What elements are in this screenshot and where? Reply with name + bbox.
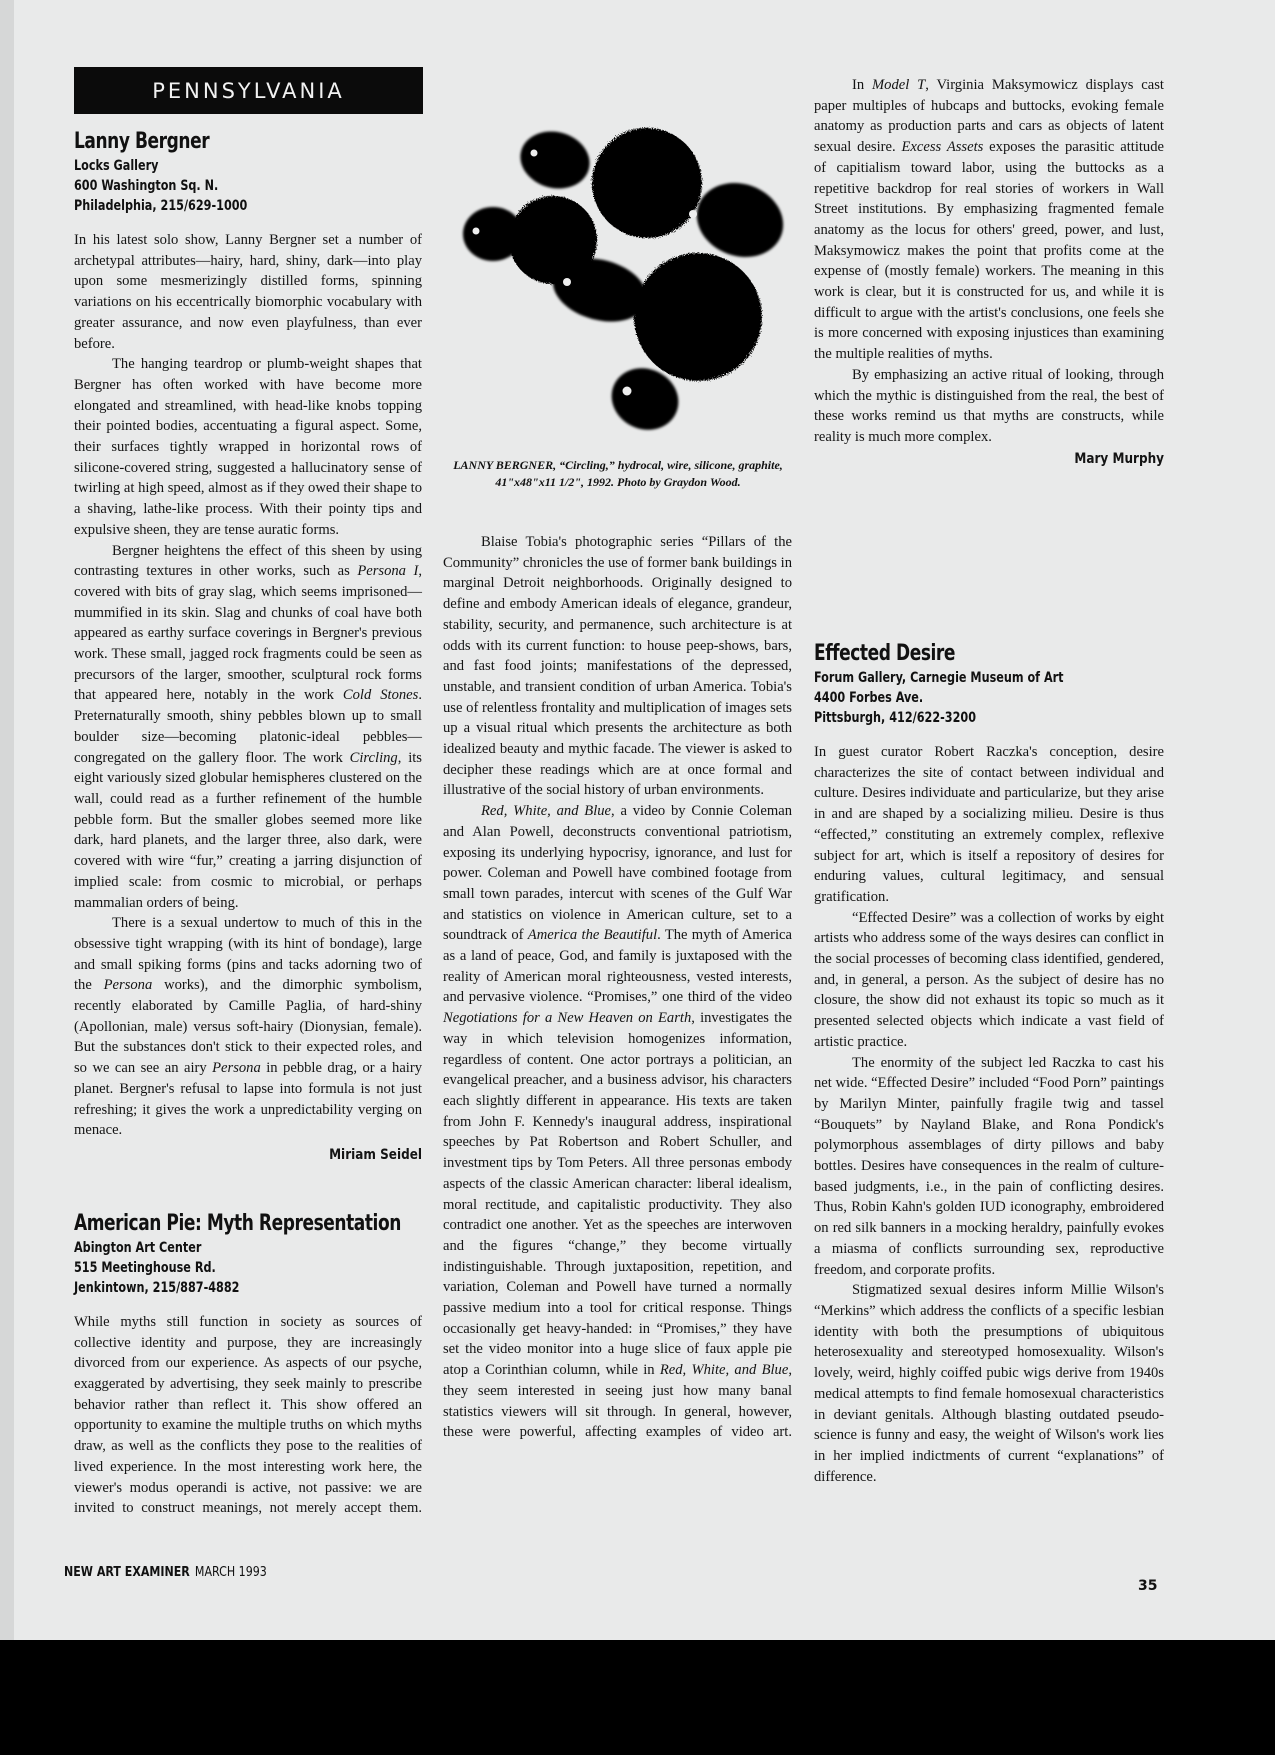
work-title: Red, White, and Blue — [659, 1362, 789, 1379]
highlight — [689, 210, 697, 218]
paragraph: By emphasizing an active ritual of looking, through which the mythic is distinguished from the real, the best of these works remind us that myths are constructs, while reality is much more complex. — [814, 366, 1164, 445]
paragraph: There is a sexual undertow to much of this in the obsessive tight wrapping (with its hint of bondage), large and small spiking forms (pins and tacks adorning two of the Persona works), and the dimorphic symbolism, recently elaborated by Camille Paglia, of hard-shiny (Apollonian, male) versus soft-hairy (Dionysian, female). But the substances don't stick to their expected roles, and so we can see an airy Persona in pebble drag, or a hairy planet. Bergner's refusal to lapse into formula is not just refreshing; it gives the work a unpredictability verging on menace. — [74, 915, 423, 1139]
venue-name: Locks Gallery — [74, 158, 159, 174]
highlight — [623, 387, 632, 396]
work-title: Persona — [103, 977, 153, 994]
highlight — [473, 228, 480, 235]
review-title: Lanny Bergner — [74, 129, 210, 154]
work-title: Persona — [212, 1060, 261, 1077]
column-left — [74, 128, 422, 1519]
venue-city-phone: Pittsburgh, 412/622-3200 — [814, 710, 977, 726]
work-title: Negotiations for a New Heaven on Earth — [443, 1010, 692, 1027]
work-title: America the Beautiful — [527, 927, 658, 944]
highlight — [531, 150, 538, 157]
footer-publication — [64, 1565, 267, 1580]
work-title: Excess Assets — [901, 139, 984, 156]
work-title: Red, White, and Blue — [481, 803, 612, 820]
paragraph: The enormity of the subject led Raczka to cast his net wide. “Effected Desire” included “Food Porn” paintings by Marilyn Minter, painfully fragile twig and tassel “Bouquets” by Nayland Blake, and Rona Pondick's polymorphous assemblages of dirty pillows and baby bottles. Desires have consequences in the realm of culture-based judgments, i.e., in the pain of conflicting desires. Thus, Robin Kahn's golden IUD iconography, embroidered on red silk banners in a mocking heraldry, painfully evokes a miasma of conflicts surrounding sex, reproductive freedom, and corporate profits. — [814, 1054, 1164, 1278]
artwork-photo — [450, 110, 790, 450]
venue-address: 515 Meetinghouse Rd. — [74, 1259, 216, 1276]
venue-name: Abington Art Center — [74, 1239, 202, 1256]
venue-city-phone: Philadelphia, 215/629-1000 — [74, 198, 248, 214]
work-title: Circling — [349, 749, 398, 766]
venue-city-phone: Jenkintown, 215/887-4882 — [74, 1279, 240, 1296]
photo-caption: LANNY BERGNER, “Circling,” hydrocal, wire, silicone, graphite, 41"x48"x11 1/2", 1992. Photo by Graydon Wood. — [453, 458, 783, 489]
paragraph: In Model T, Virginia Maksymowicz displays cast paper multiples of hubcaps and buttocks, evoking female anatomy as production parts and cars as objects of latent sexual desire. Excess Assets exposes the parasitic attitude of capitialism toward labor, using the buttocks as a repetitive backdrop for real stories of workers in Wall Street institutions. By emphasizing fragmented female anatomy as the locus for others' greed, power, and lust, Maksymowicz makes the point that profits come at the expense of (mostly female) workers. The meaning in this work is clear, but it is constructed for us, and while it is difficult to argue with the artist's conclusions, one feels she is more concerned with exposing injustices than examining the multiple realities of myths. — [814, 77, 1165, 363]
highlight — [563, 278, 571, 286]
globe-fur — [592, 128, 702, 238]
paragraph: Red, White, and Blue, a video by Connie Coleman and Alan Powell, deconstructs conventional patriotism, exposing its underlying hypocrisy, ignorance, and lust for power. Coleman and Powell have combined footage from small town parades, intercut with scenes of the Gulf War and statistics on violence in American culture, set to a soundtrack of America the Beautiful. The myth of America as a land of peace, God, and family is juxtaposed with the reality of American moral righteousness, vested interests, and pervasive violence. “Promises,” one third of the video Negotiations for a New Heaven on Earth, investigates the way in which television homogenizes information, regardless of content. One actor portrays a politician, an evangelical preacher, and a business advisor, his characters each slightly different in appearance. His texts are taken from John F. Kennedy's inaugural address, inspirational speeches by Pat Robertson and Robert Schuller, and investment tips by Tom Peters. All three personas embody aspects of the classic American character: liberal idealism, moral rectitude, and capitalistic productivity. They also contradict one another. Yet as the speeches are interwoven and the figures “change,” they become virtually indistinguishable. Through juxtaposition, repetition, and variation, Coleman and Powell have turned a normally passive medium into a tool for critical response. Things occasionally get heavy-handed: in “Promises,” they have set the video monitor into a huge slice of faux apple pie atop a Corinthian column, while in Red, White, and Blue, they seem interested in seeing just how many banal statistics viewers will sit through. In general, however, these were powerful, affecting examples of video art. — [443, 803, 792, 1441]
author-byline: Mary Murphy — [1074, 450, 1164, 467]
work-title: Persona I — [357, 563, 419, 580]
publication-name: NEW ART EXAMINER — [64, 1565, 190, 1580]
venue-name: Forum Gallery, Carnegie Museum of Art — [814, 670, 1064, 686]
review-title: Effected Desire — [814, 641, 956, 666]
paragraph: Stigmatized sexual desires inform Millie Wilson's “Merkins” which address the conflicts of a specific lesbian identity with both the presumptions of ubiquitous heterosexuality and stereotyped homosexuality. Wilson's lovely, weird, highly coiffed pubic wigs derive from 1940s medical attempts to find female homosexual characteristics in deviant genitals. Although blasting outdated pseudo-science is funny and easy, the weight of Wilson's work lies in her implied indictments of current “explanations” of difference. — [814, 1282, 1164, 1485]
globe-smooth — [463, 207, 523, 261]
issue-date: MARCH 1993 — [194, 1565, 267, 1580]
work-title: Cold Stones — [342, 687, 419, 704]
venue-address: 4400 Forbes Ave. — [814, 690, 924, 706]
venue-address: 600 Washington Sq. N. — [74, 178, 219, 194]
paragraph: While myths still function in society as sources of collective identity and purpose, they are increasingly divorced from our experience. As aspects of our psyche, exaggerated by advertising, they seek mainly to prescribe behavior rather than reflect it. This show offered an opportunity to examine the multiple truths on which myths draw, as well as the conflicts they pose to the realities of lived experience. In the most interesting work here, the viewer's modus operandi is active, not passive: we are invited to construct meanings, not merely accept them. — [74, 1313, 422, 1517]
globe-smooth — [514, 124, 596, 196]
column-middle — [443, 532, 792, 1443]
paragraph: In guest curator Robert Raczka's conception, desire characterizes the site of contact between individual and culture. Desires individuate and particularize, but they arise in and are shaped by a socializing milieu. Desire is thus “effected,” constituting an extremely complex, reflexive subject for art, which is itself a repository of desires for enduring values, cultural legitimacy, and sensual gratification. — [814, 744, 1164, 905]
globe-fur — [634, 253, 762, 381]
paragraph: In his latest solo show, Lanny Bergner set a number of archetypal attributes—hairy, hard, shiny, dark—into play upon some mesmerizingly distilled forms, spinning variations on his eccentrically biomorphic vocabulary with greater assurance, and now even playfulness, than ever before. — [74, 232, 422, 352]
page-number: 35 — [1138, 1578, 1158, 1594]
author-byline: Miriam Seidel — [329, 1146, 422, 1163]
paragraph: The hanging teardrop or plumb-weight shapes that Bergner has often worked with have become more elongated and streamlined, with head-like knobs topping their pointed bodies, accentuating a figural aspect. Some, their surfaces tightly wrapped in horizontal rows of silicone-covered string, suggested a hallucinatory sense of twirling at high speed, almost as if they owed their shape to a shaving, lathe-like process. With their pointy tips and expulsive sheen, they are tense auratic forms. — [74, 356, 422, 538]
paragraph: Bergner heightens the effect of this sheen by using contrasting textures in other works, such as Persona I, covered with bits of gray slag, which seems imprisoned—mummified in its skin. Slag and chunks of coal have both appeared as earthy surface coverings in Bergner's previous work. These small, jagged rock fragments could be seen as precursors of the larger, smoother, sculptural rock forms that appeared here, notably in the work Cold Stones. Preternaturally smooth, shiny pebbles blown up to small boulder size—becoming platonic-ideal pebbles—congregated on the gallery floor. The work Circling, its eight variously sized globular hemispheres clustered on the wall, could read as a further refinement of the humble pebble form. But the smaller globes seemed more like dark, hard planets, and the larger three, also dark, were covered with wire “fur,” creating a jarring disjunction of implied scale: from cosmic to microbial, or perhaps mammalian orders of being. — [74, 542, 422, 911]
paragraph: “Effected Desire” was a collection of works by eight artists who address some of the ways desires can conflict in the social processes of becoming class identified, gendered, and, in general, a person. As the subject of desire has no closure, the show did not exhaust its topic so much as it presented selected objects which indicate a vast field of artistic practice. — [814, 909, 1164, 1050]
review-title: American Pie: Myth Representation — [74, 1210, 401, 1236]
work-title: Model T — [872, 77, 926, 93]
paragraph: Blaise Tobia's photographic series “Pillars of the Community” chronicles the use of former bank buildings in marginal Detroit neighborhoods. Originally designed to define and embody American ideals of elegance, grandeur, stability, security, and permanence, such architecture is at odds with its current function: to house peep-shows, bars, and fast food joints; manifestations of the depressed, unstable, and transient condition of urban America. Tobia's use of relentless frontality and multiplication of images sets up a visual ritual which presents the architecture as both idealized beauty and mythic facade. The viewer is asked to decipher these readings which are at once formal and illustrative of the social history of urban environments. — [443, 534, 792, 799]
column-right — [814, 75, 1164, 470]
section-banner: PENNSYLVANIA — [74, 67, 423, 114]
column-right-lower — [814, 640, 1164, 1487]
